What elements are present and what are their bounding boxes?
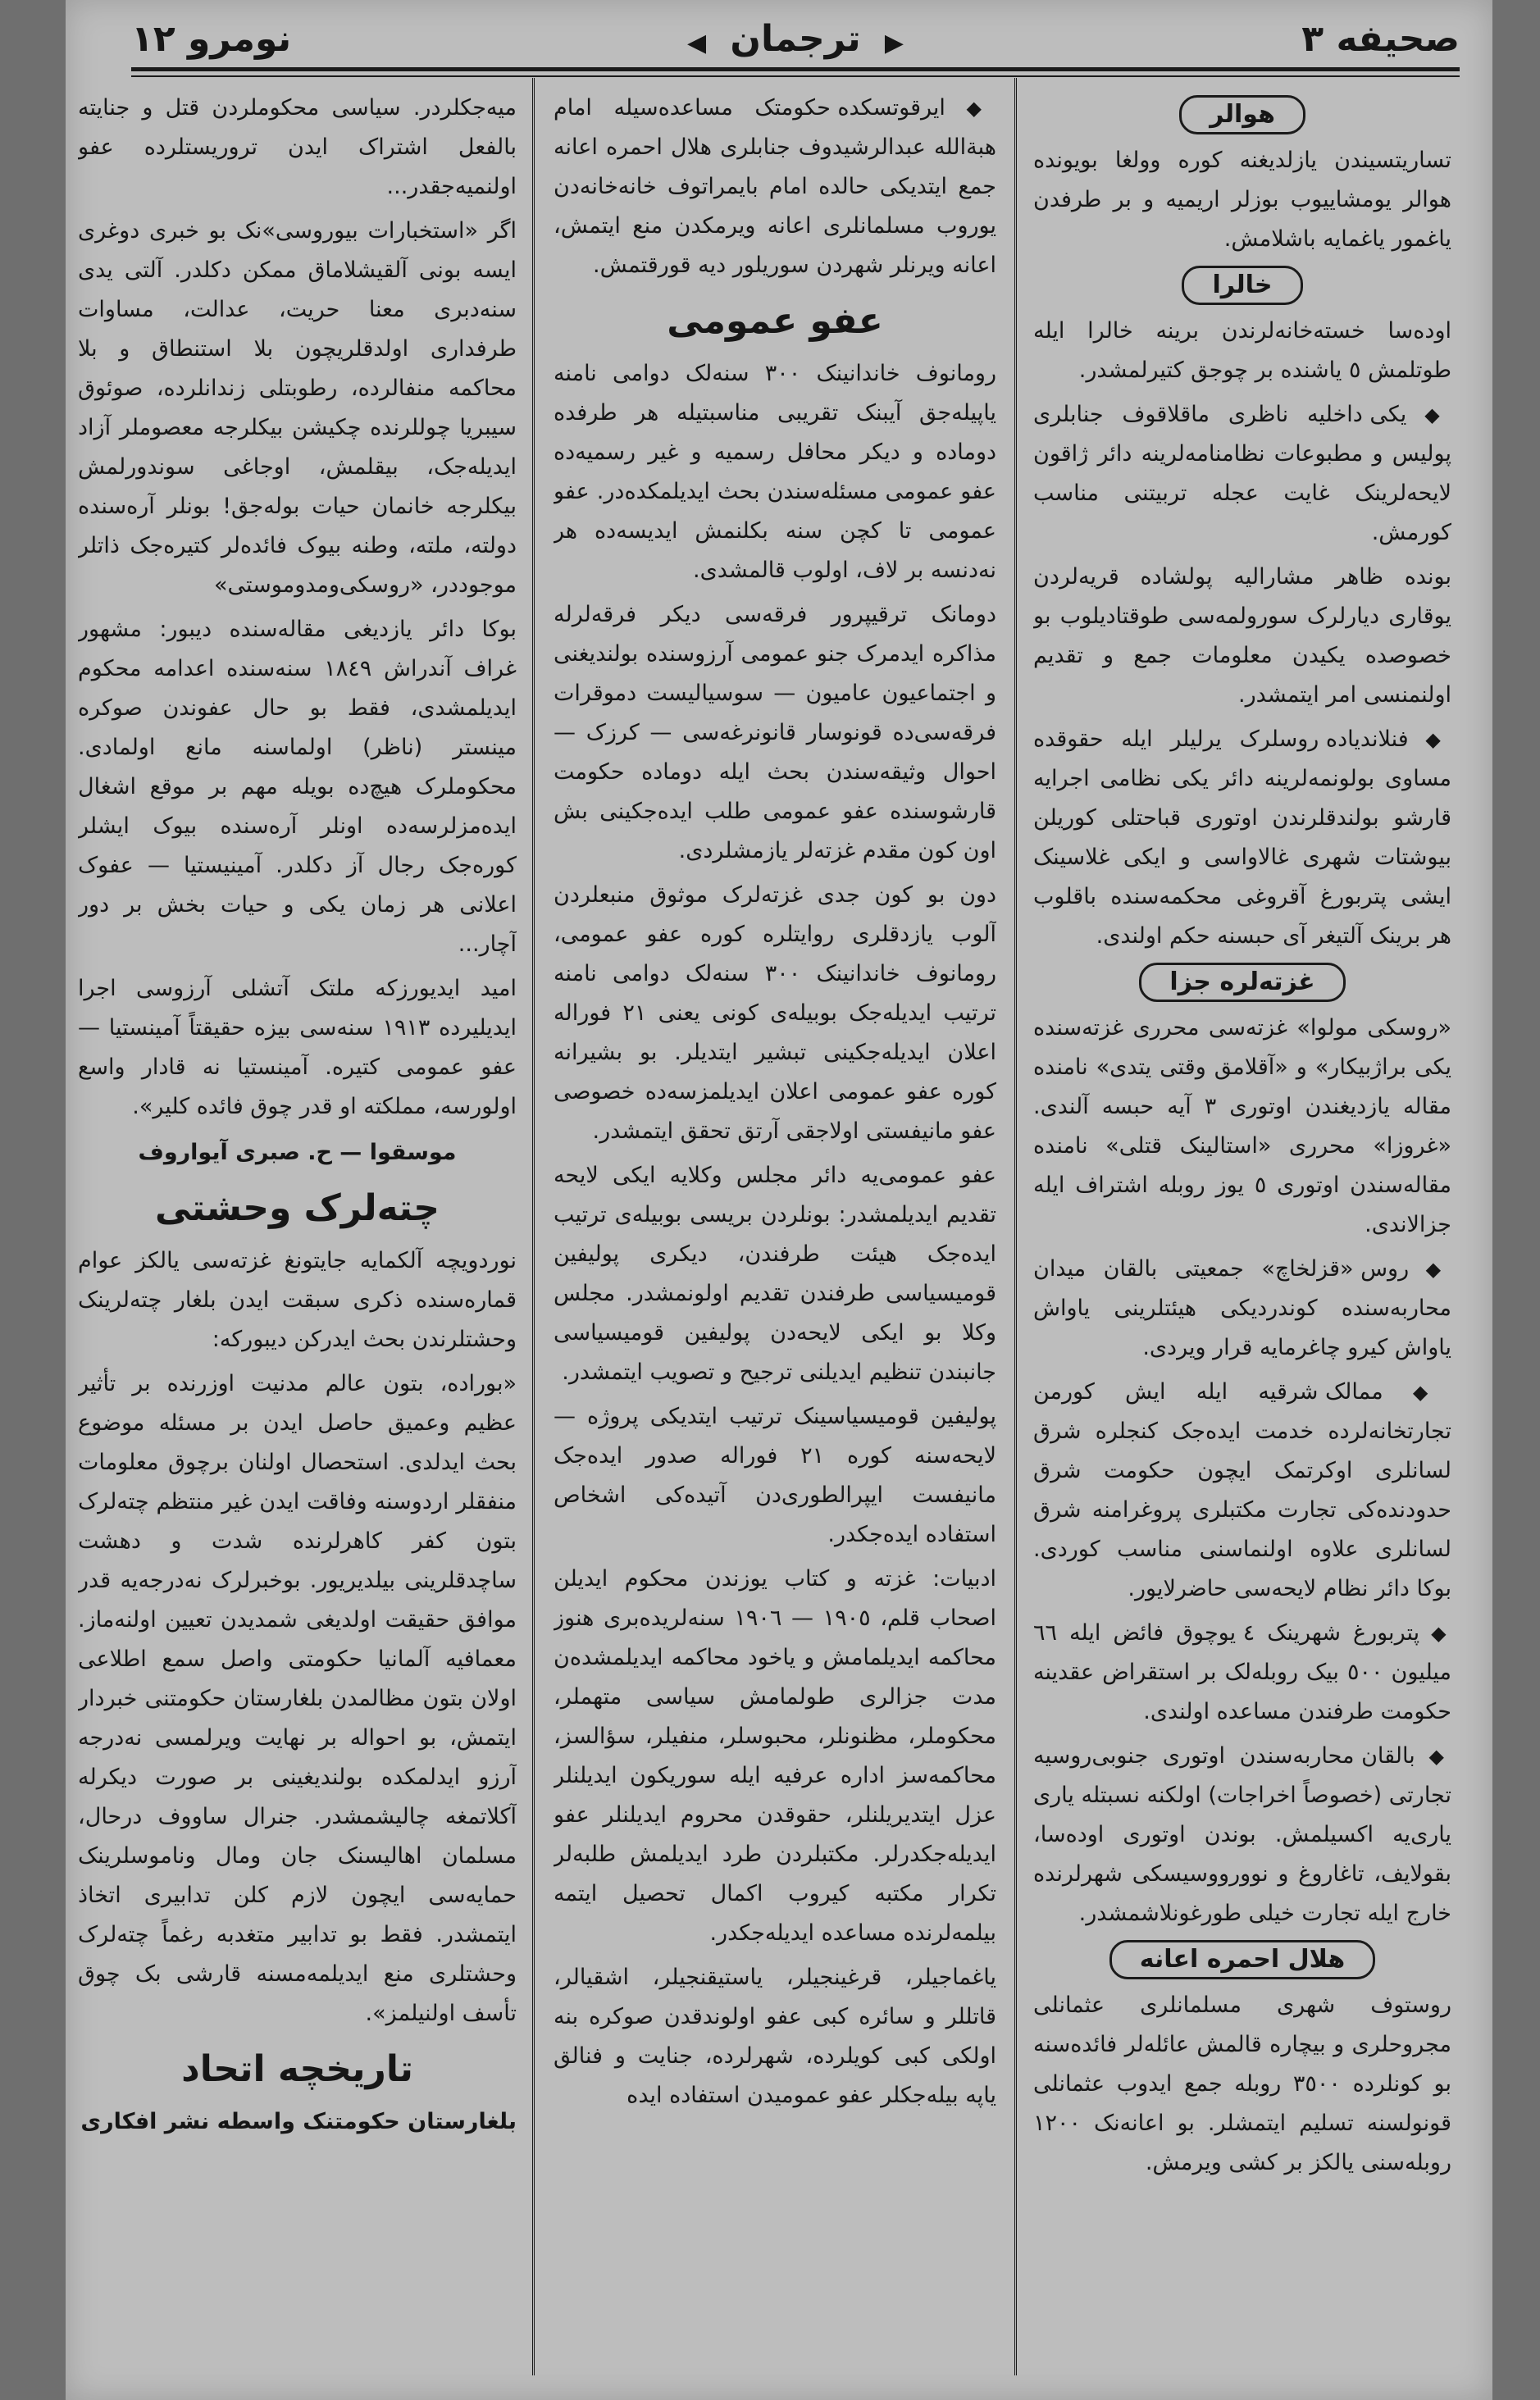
article-heading: تاریخچه اتحاد <box>181 2048 413 2090</box>
newspaper-title <box>676 18 915 60</box>
diamond-bullet-icon: ◆ <box>1419 1622 1451 1645</box>
column-divider <box>532 78 535 2375</box>
section-heading: خالرا <box>1033 266 1451 305</box>
header-rule-thick <box>131 67 1460 71</box>
column-divider <box>1014 78 1017 2375</box>
diamond-bullet-icon: ◆ <box>1406 403 1451 426</box>
paragraph: «روسکی مولوا» غزته‌سی محرری غزته‌سنده یکی براژبیکار» و «آقلامق وقتی یتدی» نامنده مقاله یازدیغندن اوتوری ٣ آیه حبسه آلندی. «غروزا» محرری «استالینک قتلی» نامنده مقاله‌سندن اوتوری ٥ یوز روبله اشتراف ایله جزالاندی. <box>1033 1015 1451 1237</box>
diamond-bullet-icon: ◆ <box>1415 1745 1451 1768</box>
paragraph: ◆ بالقان محاربه‌سندن اوتوری جنوبی‌روسیه تجارتی (خصوصاً اخراجات) اولکنه نسبتله یاری یاری‌یه اکسیلمش. بوندن اوتوری اوده‌سا، بقولایف، تاغاروغ و نوورووسیسکی شهرلرنده خارج ایله تجارت خیلی طورغونلاشمشدر. <box>1033 1743 1451 1926</box>
paragraph: ◆ ایرقوتسکده حکومتک مساعده‌سیله امام هبة‌الله عبدالرشیدوف جنابلری هلال احمره اعانه جمع ایتدیکی حالده امام بایمراتوف خانه‌خانه‌دن یوروب مسلمانلری اعانه ویرمکدن منع ایتمش، اعانه ویرنلر شهردن سوریلور دیه قورقتمش. <box>554 95 996 278</box>
column-middle <box>554 89 996 2367</box>
paragraph: بونده ظاهر مشارالیه پولشاده قریه‌لردن یوقاری دیارلرک سورولمه‌سی طوقتادیلوب بو خصوصده یکیدن معلومات جمع و تقدیم اولنمنسی امر ایتمشدر. <box>1033 564 1451 708</box>
paragraph: پولیفین قومیسیاسینک ترتیب ایتدیکی پروژه — لایحه‌سنه کوره ٢١ فوراله صدور ایده‌جک مانیفست ایپرالطوری‌دن آتیده‌کی اشخاص استفاده ایده‌جکدر. <box>554 1404 996 1547</box>
paragraph: ◆ فنلاندیاده روسلرک یرلیلر ایله حقوقده مساوی بولونمه‌لرینه دائر یکی نظامی اجرایه قارشو بولندقلرندن اوتوری قباحتلی کوریلن بیوشتات شهری غالاواسی و ایکی غلاسینک ایشی پتربورغ آقروغی محکمه‌سنده باقلوب هر برینک آلتیغر آی حبسنه حکم اولندی. <box>1033 726 1451 949</box>
paragraph: ◆ روس «قزلخاچ» جمعیتی بالقان میدان محاربه‌سنده کوندردیکی هیئتلرینی یاواش یاواش کیرو چاغرمایه قرار ویردی. <box>1033 1256 1451 1360</box>
paragraph: رومانوف خاندانینک ٣٠٠ سنه‌لک دوامی نامنه یاپیله‌جق آیبنک تقریبی مناسبتیله هر طرفده دوماده و دیکر محافل رسمیه و غیر رسمیه‌ده عفو عمومی مسئله‌سندن بحث ایدیلمکده‌در. عفو عمومی تا کچن سنه بکلنمش ایدیسه‌ده هر نه‌دنسه بر لاف، اولوب قالمشدی. <box>554 361 996 583</box>
paragraph: اودەسا خسته‌خانەلرندن برینه خالرا ایله طوتلمش ٥ یاشنده بر چوجق کتیرلمشدر. <box>1033 318 1451 383</box>
paragraph: روستوف شهری مسلمانلری عثمانلی مجروحلری و بیچاره قالمش عائله‌لر فائده‌سنه بو کونلرده ٣٥٠٠ روبله جمع ایدوب عثمانلی قونولسنه تسلیم ایتمشلر. بو اعانه‌نک ١٢٠٠ روبله‌سنی یالکز بر کشی ویرمش. <box>1033 1992 1451 2175</box>
paragraph: اگر «استخبارات بیوروسی»نک بو خبری دوغری ایسه بونی آلقیشلاماق ممکن دکلدر. آلتی یدی سنه‌دبری معنا حریت، عدالت، مساوات طرفداری اولدقلریچون بلا استنطاق و بلا محاکمه منفالرده، رطوبتلی زندانلرده، صوئوق سیبریا چوللرنده چکیشن بیکلرجه معصوملر آزاد ایدیله‌جک، بیقلمش، اوجاغی سوندورلمش بیکلرجه خانمان حیات بوله‌جق! بونلر آرەسنده دولته، ملته، وطنه بیوک فائده‌لر کتیره‌جک ذاتلر موجوددر، «روسکی‌ومدوموستی» <box>78 218 517 598</box>
ornament-left-icon: ◀ <box>687 29 707 57</box>
paragraph: ◆ ممالک شرقیه ایله ایش کورمن تجارتخانه‌لرده خدمت ایده‌جک کنجلره شرق لسانلری اوکرتمک ایچون حکومت شرق حدودنده‌کی تجارت مکتبلری پروغرامنه شرق لسانلری علاوه اولنماسنی مناسب کوردی. بوکا دائر نظام لایحه‌سی حاضرلایور. <box>1033 1379 1451 1601</box>
page-header <box>131 10 1460 67</box>
article-heading: عفو عمومی <box>667 300 883 342</box>
section-heading: هلال احمره اعانه <box>1033 1940 1451 1979</box>
paragraph: میه‌جکلردر. سیاسی محکوملردن قتل و جنایته بالفعل اشتراک ایدن تروریستلرده عفو اولنمیه‌جقدر... <box>78 95 517 199</box>
issue-number: نومرو ١٢ <box>131 18 292 60</box>
paragraph: ادبیات: غزته و کتاب یوزندن محکوم ایدیلن اصحاب قلم، ١٩٠٥ — ١٩٠٦ سنه‌لریده‌بری هنوز محاکمه ایدیلمامش و یاخود محاکمه ایدیلمشده‌ن مدت جزالری طولمامش سیاسی متهملر، محکوملر، مظنونلر، محبوسلر، منفیلر، سؤالسز، محاکمه‌سز اداره عرفیه ایله سوریکون ایدیلنلر عزل ایتدیریلنلر، حقوقدن محروم ایدیلنلر عفو ایدیله‌جکدرلر. مکتبلردن طرد ایدیلمش طلبه‌لر تکرار مکتبه کیروب اکمال تحصیل ایتمه بیلمه‌لرنده مساعده ایدیله‌جکدر. <box>554 1566 996 1946</box>
paragraph: دومانک ترقیپرور فرقه‌سی دیکر فرقه‌لرله مذاکره ایدمرک جنو عمومی آرزوسنده بولندیغنی و اجتماعیون عامیون — سوسیالیست دموقرات فرقه‌سی‌ده قونوسار قانونرغه‌سی — کرزک — احوال وثیقه‌سندن بحث ایله دوماده حکومت قارشوسنده عفو عمومی طلب ایده‌جکینی بش اون کون مقدم غزته‌لر یازمشلردی. <box>554 602 996 863</box>
diamond-bullet-icon: ◆ <box>1409 1258 1451 1281</box>
paragraph: امید ایدیورزکه ملتک آتشلی آرزوسی اجرا ایدیلیرده ١٩١٣ سنه‌سی بیزه حقیقتاً آمینستیا — عفو عمومی کتیره. آمینستیا نه قادار واسع اولورسه، مملکته او قدر چوق فائده کلیر». <box>78 976 517 1119</box>
ornament-right-icon: ▶ <box>884 29 904 57</box>
paragraph: «بوراده، بتون عالم مدنیت اوزرنده بر تأثیر عظیم وعمیق حاصل ایدن بر مسئله موضوع بحث ایدلدی. استحصال اولنان برچوق معلومات منفقلر اردوسنه وفاقت ایدن غیر منتظم چته‌لرک بتون کفر کاهرلرنده شدت و دهشت ساچدقلرینی بیلدیریور. بوخبرلرک نه‌درجه‌یه قدر موافق حقیقت اولدیغی شمدیدن تعیین اولنه‌ماز. معمافیه آلمانیا حکومتی واصل سمع اطلاعی اولان بتون مظالمدن بلغارستان حکومتنی خبردار ایتمش، بو احواله بر نهایت ویرلمسی نه‌درجه آرزو ایدلمکده بولندیغینی بر صورت دیکرله آکلاتمغه چالیشمشدر. جنرال ساووف درحال، مسلمان اهالیسنک جان ومال وناموسلرینک حمایه‌سی ایچون لازم کلن تدابیری اتخاذ ایتمشدر. فقط بو تدابیر متغدبه رغماً چته‌لرک وحشتلری منع ایدیلمه‌مسنه قارشی بک چوق تأسف اولنیلمز». <box>78 1371 517 2026</box>
diamond-bullet-icon: ◆ <box>945 97 996 120</box>
paragraph: عفو عمومی‌یه دائر مجلس وکلایه ایکی لایحه تقدیم ایدیلمشدر: بونلردن بریسی بوبیله‌ی ترتیب ایده‌جک هیئت طرفندن، دیکری پولیفین قومیسیاسی طرفندن تقدیم اولونمشدر. مجلس وکلا بو ایکی لایحه‌دن پولیفین قومیسیاسی جانبندن تنظیم ایدیلنی ترجیح و تصویب ایتمشدر. <box>554 1163 996 1385</box>
paragraph: ◆ پتربورغ شهرینک ٤ یوچوق فائض ایله ٦٦ میلیون ٥٠٠ بیک روبله‌لک بر استقراض عقدینه حکومت طرفندن مساعده اولندی. <box>1033 1620 1451 1724</box>
column-right <box>1033 89 1451 2367</box>
masthead-title: ترجمان <box>730 18 861 60</box>
newspaper-page <box>66 0 1492 2400</box>
page-number: صحیفه ٣ <box>1301 18 1460 60</box>
column-left <box>78 89 517 2367</box>
diamond-bullet-icon: ◆ <box>1408 728 1451 751</box>
paragraph: یاغماجیلر، قرغینجیلر، یاستیقنجیلر، اشقیالر، قاتللر و سائره کبی عفو اولوندقدن صوکره بنه اولکی کبی کویلرده، شهرلرده، جنایت و فنالق یاپه بیله‌جکلر عفو عمومیدن استفاده ایده <box>554 1965 996 2108</box>
section-heading: هوالر <box>1033 95 1451 134</box>
paragraph: دون بو کون جدی غزته‌لرک موثوق منبعلردن آلوب یازدقلری روایتلره کوره عفو عمومی، رومانوف خاندانینک ٣٠٠ سنه‌لک دوامی نامنه ترتیب ایدیله‌جک بوبیله‌ی کونی یعنی ٢١ فوراله اعلان ایدیله‌جکینی تبشیر ایتدیلر. بو بشیرانه کوره عفو عمومی اعلان ایدیلمزسه‌ده خصوصی عفو مانیفستی اولاجقی آرتق تحقق ایتمشدر. <box>554 882 996 1144</box>
header-rule-thin <box>131 75 1460 77</box>
paragraph: بوکا دائر یازدیغی مقاله‌سنده دیبور: مشهور غراف آندراش ١٨٤٩ سنه‌سنده اعدامه محکوم ایدیلمشدی، فقط بو حال عفوندن صوکره مینستر (ناظر) اولماسنه مانع اولمادی. محکوملرک هیچ‌ده بویله مهم بر موقع اشغال ایده‌مزلرسه‌ده اونلر آرەسنده بیوک ایشلر کوره‌جک رجال آز دکلدر. آمینیستیا — عفوک اعلانی هر زمان یکی و حیات بخش بر دور آچار... <box>78 617 517 957</box>
section-heading: غزته‌لره جزا <box>1033 963 1451 1002</box>
author-signature: موسقوا — ح. صبری آیواروف <box>138 1140 457 1165</box>
article-heading: چته‌لرک وحشتی <box>155 1187 440 1229</box>
paragraph: بلغارستان حکومتنک واسطه نشر افکاری <box>80 2109 517 2134</box>
diamond-bullet-icon: ◆ <box>1383 1381 1451 1404</box>
paragraph: ◆ یکی داخلیه ناظری ماقلاقوف جنابلری پولیس و مطبوعات نظامنامه‌لرینه دائر ژاقون لایحه‌لرینک غایت عجله تربیتنی مناسب کورمش. <box>1033 402 1451 545</box>
paragraph: نوردویچه آلکمایه جایتونغ غزته‌سی یالکز عوام قماره‌سنده ذکری سبقت ایدن بلغار چته‌لرینک وحشتلرندن بحث ایدرکن دیبورکه: <box>78 1248 517 1352</box>
paragraph: تساریتسیندن یازلدیغنه کوره وولغا بویونده هوالر یومشاییوب بوزلر اریمیه و بر طرفدن یاغمور یاغمایه باشلامش. <box>1033 148 1451 252</box>
